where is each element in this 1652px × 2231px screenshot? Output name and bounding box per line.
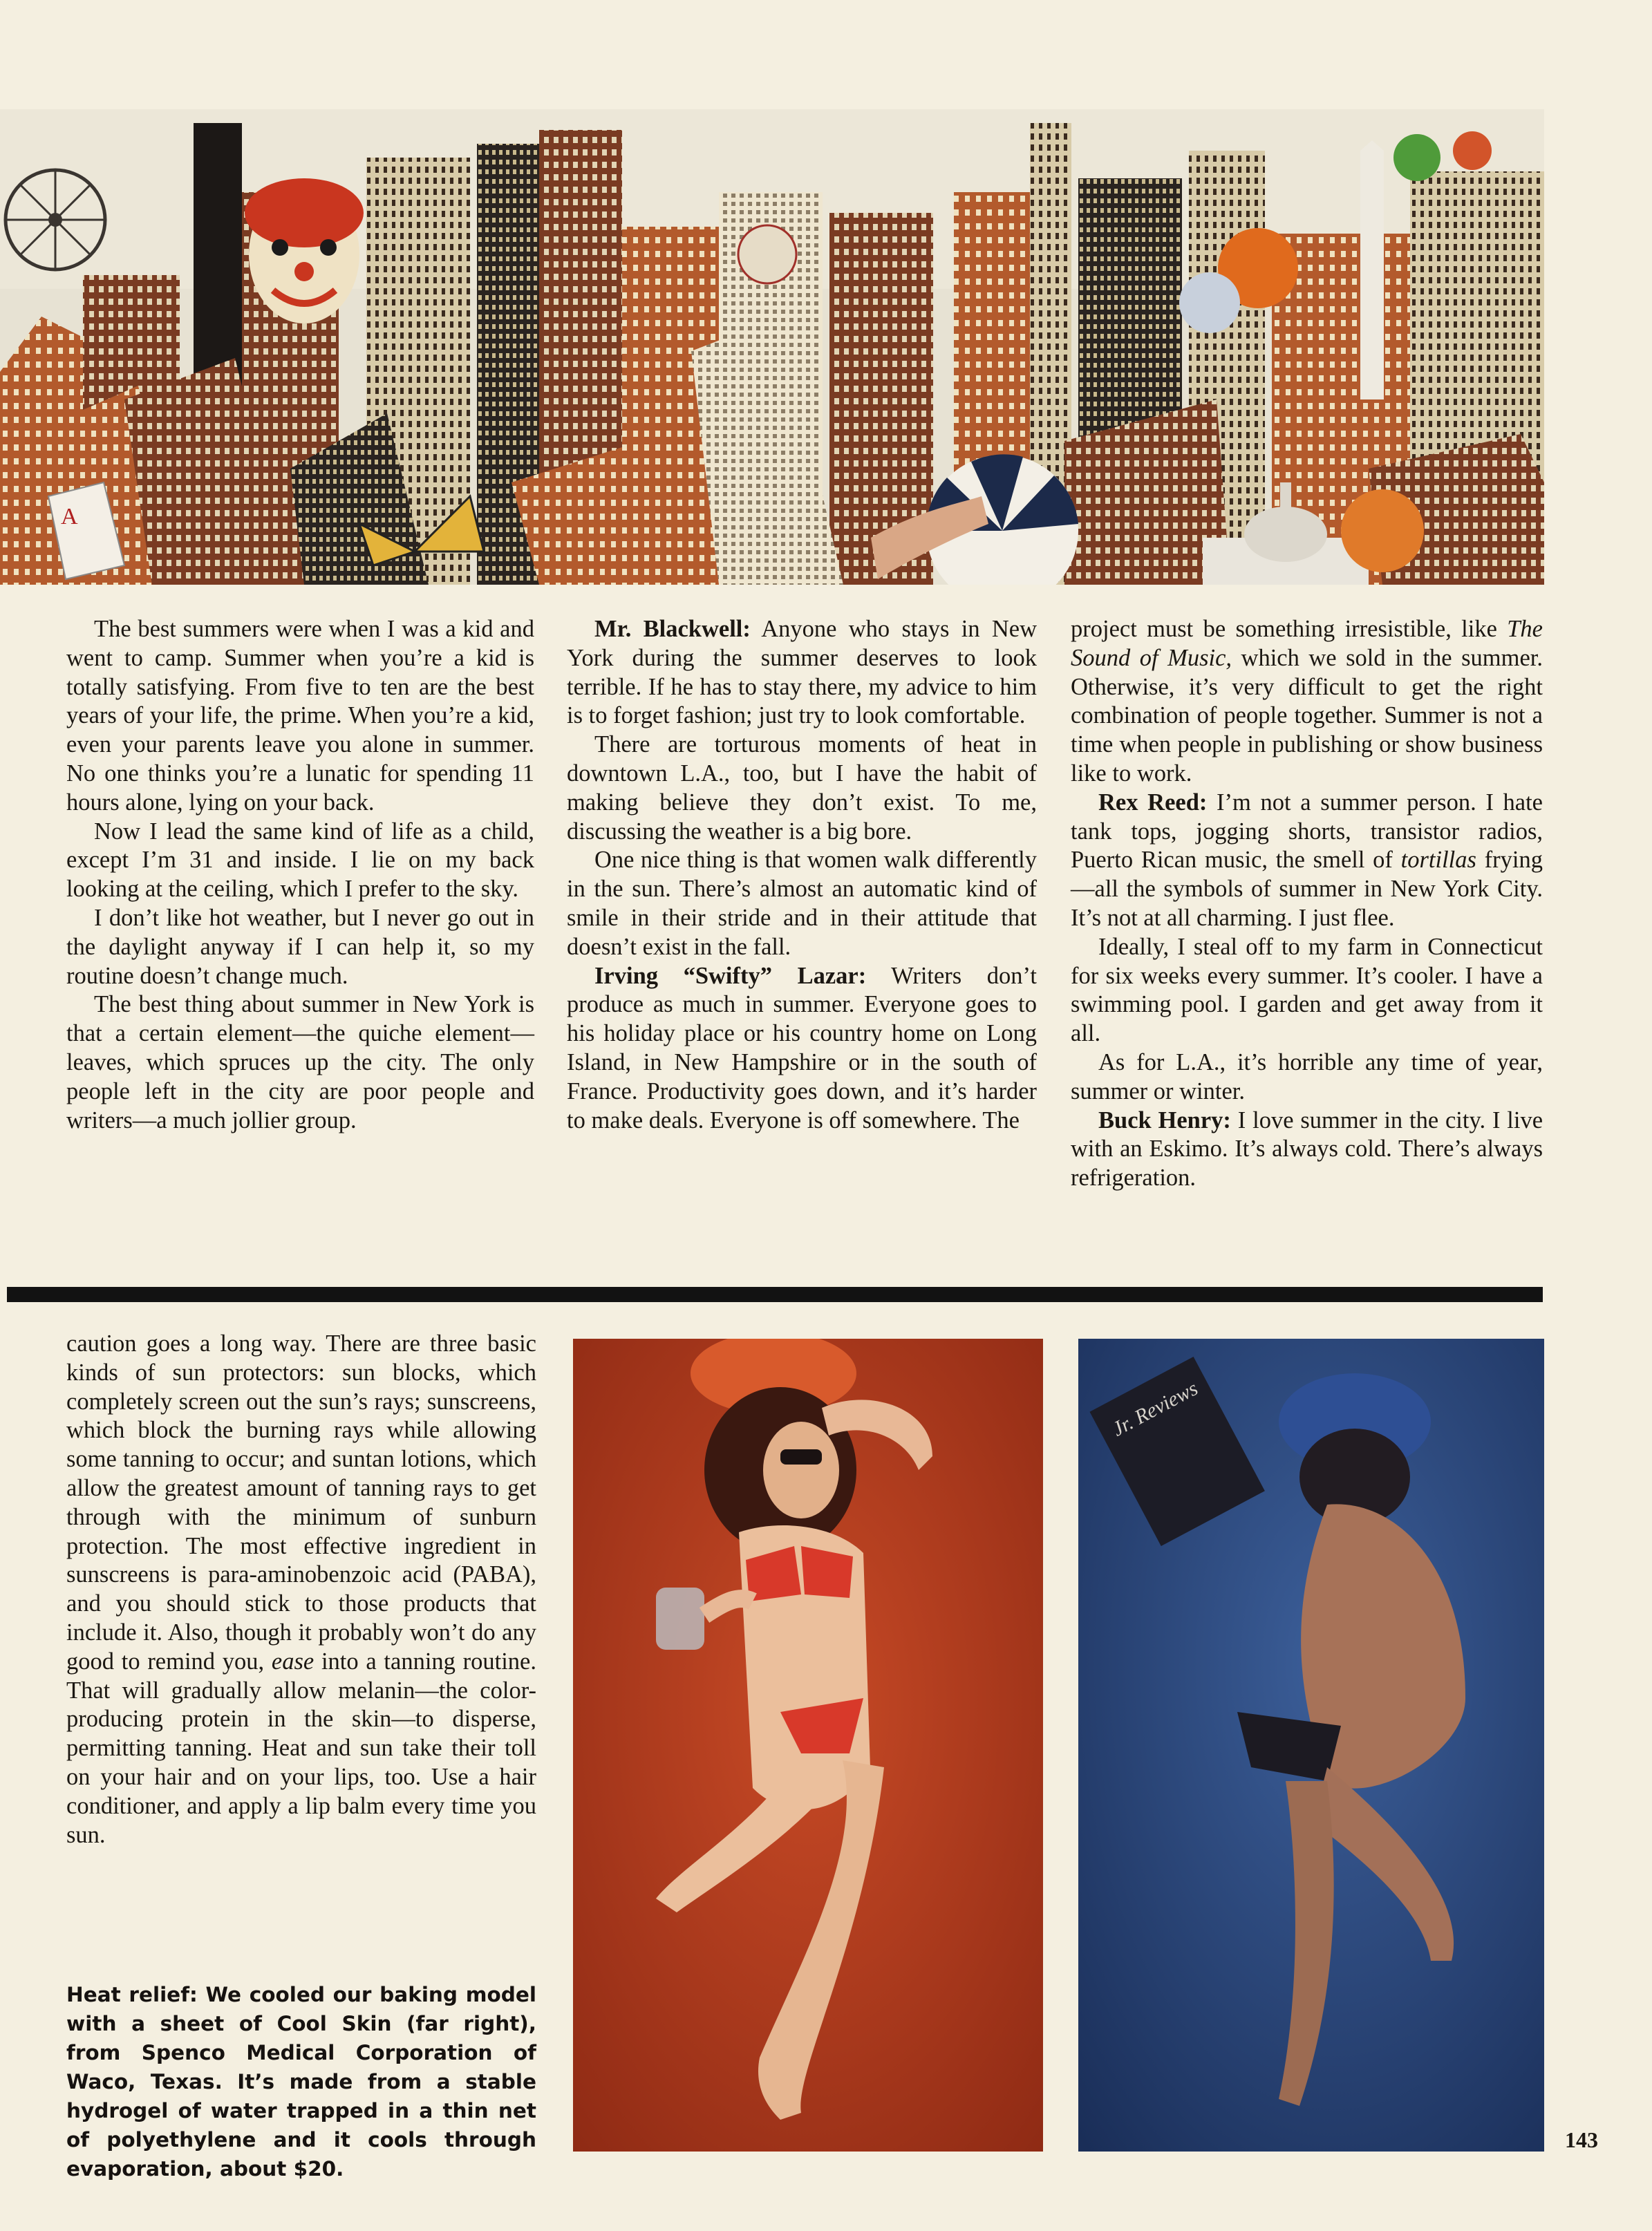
svg-text:A: A	[61, 504, 78, 529]
speaker-name: Mr. Blackwell:	[594, 616, 751, 642]
paragraph: One nice thing is that women walk differently in the sun. There’s almost an automatic kind of smile in their stride and in their attitude that doesn’t exist in the fall.	[567, 847, 1037, 960]
paragraph: The best thing about summer in New York is that a certain element—the quiche element—leaves, which spruces up the city. The only people left in the city are poor people and writers—a much jollier group.	[66, 991, 534, 1133]
city-collage-art	[0, 109, 1544, 585]
paragraph-text: caution goes a long way. There are three basic kinds of sun protectors: sun blocks, which completely screen out the sun’s rays; sunscreens, which block the burning rays while allowing some tanning to occur; and suntan lotions, which allow the greatest amount of tanning rays to get through with the minimum of sunburn protection. The most effective ingredient in sunscreens is para-aminobenzoic acid (PABA), and you should stick to those products that include it. Also, though it probably won’t do any good to remind you,	[66, 1330, 536, 1675]
speaker-name: Rex Reed:	[1098, 789, 1208, 816]
paragraph	[1071, 1107, 1543, 1193]
photo-model-red-background	[573, 1339, 1043, 2152]
washington-monument-icon	[1360, 140, 1384, 399]
paragraph	[567, 615, 1037, 731]
article-column-3	[1071, 615, 1543, 1193]
speaker-name: Buck Henry:	[1098, 1107, 1231, 1133]
ferris-wheel-icon	[6, 170, 105, 270]
speaker-name: Irving “Swifty” Lazar:	[594, 962, 867, 989]
ball-icon	[738, 225, 796, 283]
italic-word: tortillas	[1400, 847, 1476, 874]
paragraph	[1071, 789, 1543, 933]
caption-text: Heat relief: We cooled our baking model with a sheet of Cool Skin (far right), from Spenco Medical Corporation of Waco, Texas. It’s made from a stable hydrogel of water trapped in a thin net of polyethylene and it cools through evaporation, about $20.	[66, 1983, 536, 2181]
paragraph-text: Writers don’t produce as much in summer. Everyone goes to his holiday place or his country home on Long Island, in New Hampshire or in the south of France. Productivity goes down, and it’s harder to make deals. Everyone is off somewhere. The	[567, 962, 1037, 1133]
paragraph: Now I lead the same kind of life as a child, except I’m 31 and inside. I lie on my back looking at the ceiling, which I prefer to the sky.	[66, 818, 534, 903]
italic-title: The Sound of Music,	[1071, 616, 1543, 671]
paragraph-text: I love summer in the city. I live with an Eskimo. It’s always cold. There’s always refrigeration.	[1071, 1107, 1543, 1192]
paragraph-text: into a tanning routine. That will gradually allow melanin—the color-producing protein in the skin—to disperse, permitting tanning. Heat and sun take their toll on your hair and on your lips, too. Use a hair conditioner, and apply a lip balm every time you sun.	[66, 1648, 536, 1848]
photo-blue-art	[1078, 1339, 1544, 2152]
article-column-1	[66, 615, 534, 1135]
photo-red-art	[573, 1339, 1043, 2152]
page-number: 143	[1565, 2127, 1598, 2152]
section-divider-rule	[7, 1287, 1543, 1302]
photo-caption	[66, 1980, 536, 2183]
paragraph-text: project must be something irresistible, like	[1071, 616, 1508, 642]
magazine-title: Jr. Reviews	[1108, 1377, 1202, 1441]
paragraph-text: I’m not a summer person. I hate tank tops, jogging shorts, transistor radios, Puerto Rican music, the smell of	[1071, 789, 1543, 874]
paragraph-text: frying—all the symbols of summer in New York City. It’s not at all charming. I just flee.	[1071, 847, 1543, 931]
photo-model-blue-background	[1078, 1339, 1544, 2152]
paragraph: Ideally, I steal off to my farm in Connecticut for six weeks every summer. It’s cooler. I have a swimming pool. I garden and get away from it all.	[1071, 933, 1543, 1047]
paragraph: The best summers were when I was a kid and went to camp. Summer when you’re a kid is totally satisfying. From five to ten are the best years of your life, the prime. When you’re a kid, even your parents leave you alone in summer. No one thinks you’re a lunatic for spending 11 hours alone, lying on your back.	[66, 616, 534, 816]
article-column-4	[66, 1330, 536, 1849]
paragraph: As for L.A., it’s horrible any time of year, summer or winter.	[1071, 1048, 1543, 1104]
paragraph	[1071, 615, 1543, 789]
city-collage-image	[0, 109, 1544, 585]
article-column-2	[567, 615, 1037, 1135]
paragraph	[567, 962, 1037, 1136]
paragraph-text: which we sold in the summer. Otherwise, it’s very difficult to get the right combination of people together. Summer is not a time when people in publishing or show business like to work.	[1071, 644, 1543, 787]
paragraph-text: Anyone who stays in New York during the summer deserves to look terrible. If he has to stay there, my advice to him is to forget fashion; just try to look comfortable.	[567, 616, 1037, 729]
italic-word: ease	[271, 1648, 315, 1675]
paragraph	[66, 1330, 536, 1849]
paragraph: I don’t like hot weather, but I never go out in the daylight anyway if I can help it, so my routine doesn’t change much.	[66, 904, 534, 989]
paragraph: There are torturous moments of heat in downtown L.A., too, but I have the habit of making believe they don’t exist. To me, discussing the weather is a big bore.	[567, 731, 1037, 845]
